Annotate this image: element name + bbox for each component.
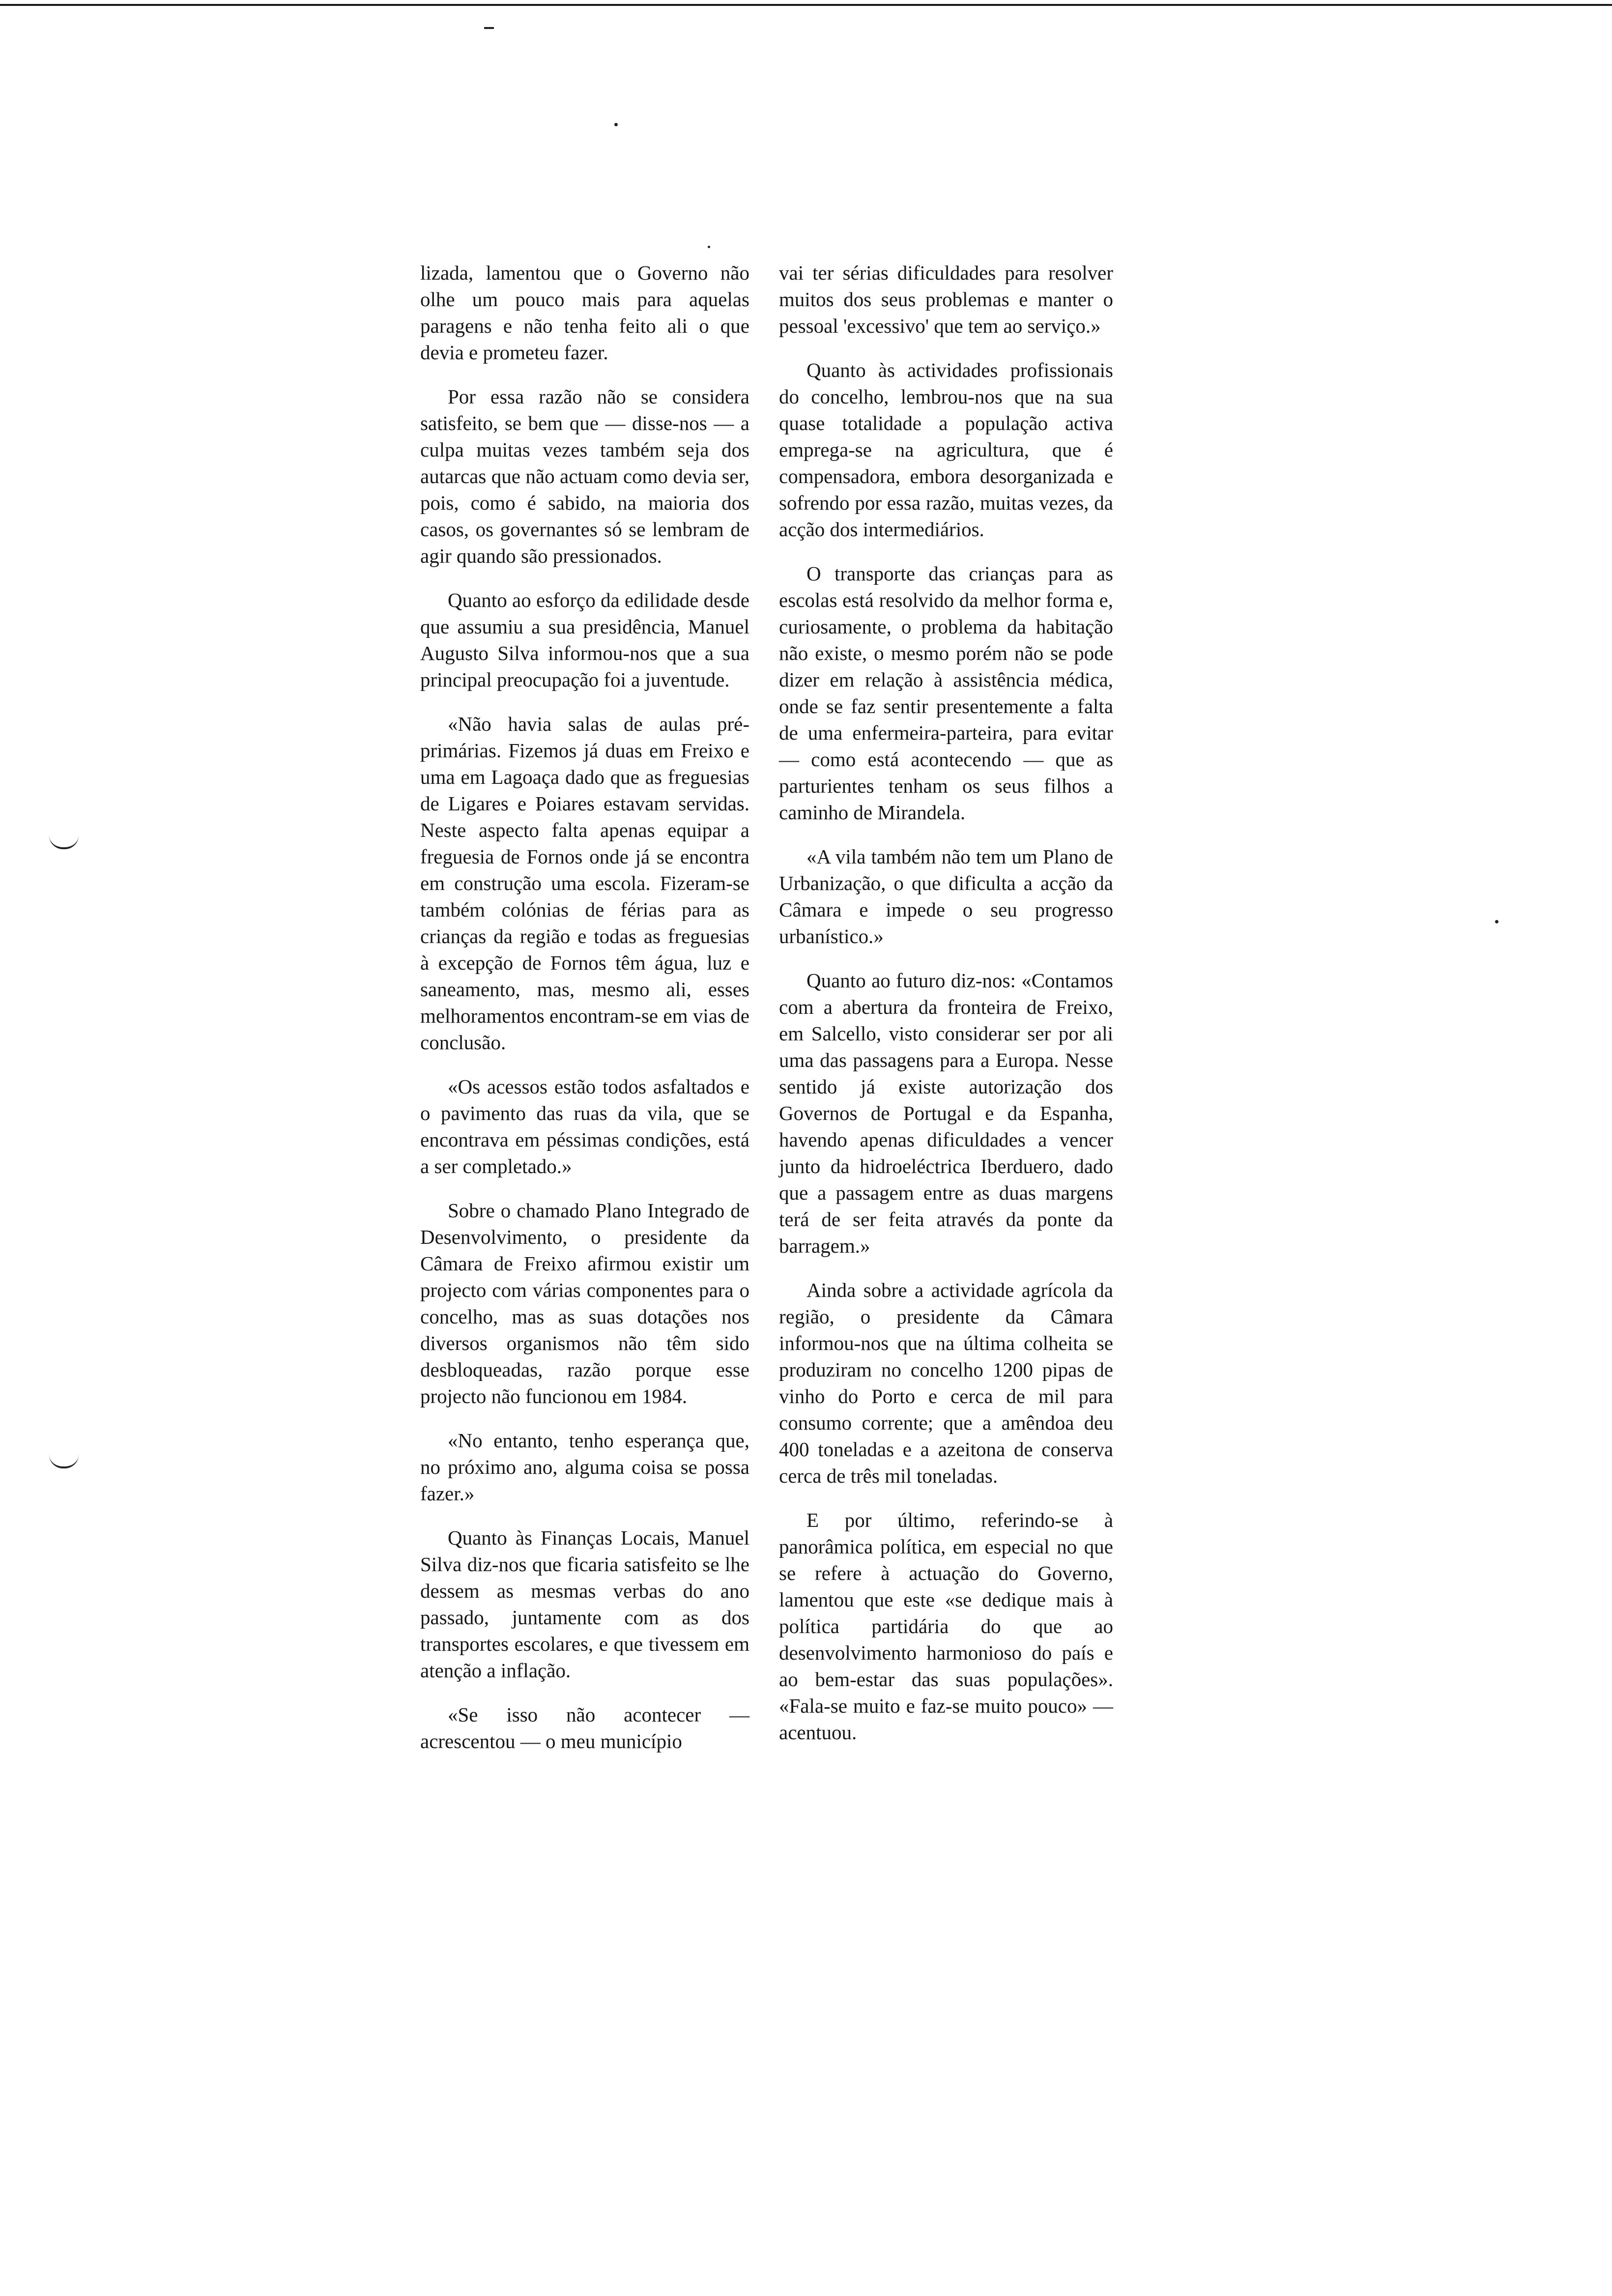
scan-speck [708, 246, 710, 248]
paragraph: Ainda sobre a actividade agrícola da região, o presidente da Câmara informou-nos que na última colheita se produziram no concelho 1200 pipas de vinho do Porto e cerca de mil para consumo corrente; que a amêndoa deu 400 toneladas e a azeitona de conserva cerca de três mil toneladas. [779, 1279, 1113, 1487]
article-column-left [420, 259, 749, 1772]
article-column-right [779, 259, 1113, 1763]
paragraph: Quanto às actividades profissionais do concelho, lembrou-nos que na sua quase totalidade a população activa emprega-se na agricultura, que é compensadora, embora desorganizada e sofrendo por essa razão, muitas vezes, da acção dos intermediários. [779, 359, 1113, 541]
paragraph: «A vila também não tem um Plano de Urbanização, o que dificulta a acção da Câmara e impede o seu progresso urbanístico.» [779, 845, 1113, 947]
paragraph: «Não havia salas de aulas pré-primárias. Fizemos já duas em Freixo e uma em Lagoaça dado que as freguesias de Ligares e Poiares estavam servidas. Neste aspecto falta apenas equipar a freguesia de Fornos onde já se encontra em construção uma escola. Fizeram-se também colónias de férias para as crianças da região e todas as freguesias à excepção de Fornos têm água, luz e saneamento, mas, mesmo ali, esses melhoramentos encontram-se em vias de conclusão. [420, 713, 749, 1054]
paragraph: «No entanto, tenho esperança que, no próximo ano, alguma coisa se possa fazer.» [420, 1429, 749, 1505]
paragraph: Quanto às Finanças Locais, Manuel Silva diz-nos que ficaria satisfeito se lhe dessem as mesmas verbas do ano passado, juntamente com as dos transportes escolares, e que tivessem em atenção a inflação. [420, 1526, 749, 1682]
paragraph: E por último, referindo-se à panorâmica política, em especial no que se refere à actuação do Governo, lamentou que este «se dedique mais à política partidária do que ao desenvolvimento harmonioso do país e ao bem-estar das suas populações». «Fala-se muito e faz-se muito pouco» — acentuou. [779, 1509, 1113, 1744]
paragraph: Por essa razão não se considera satisfeito, se bem que — disse-nos — a culpa muitas vezes também seja dos autarcas que não actuam como devia ser, pois, como é sabido, na maioria dos casos, os governantes só se lembram de agir quando são pressionados. [420, 385, 749, 567]
scan-mark [484, 27, 494, 29]
paragraph: Quanto ao esforço da edilidade desde que assumiu a sua presidência, Manuel Augusto Silva informou-nos que a sua principal preocupação foi a juventude. [420, 589, 749, 691]
paragraph: lizada, lamentou que o Governo não olhe um pouco mais para aquelas paragens e não tenha feito ali o que devia e prometeu fazer. [420, 261, 749, 364]
scan-speck [1495, 920, 1498, 923]
binder-hole-mark [49, 1455, 79, 1468]
scan-speck [614, 123, 618, 126]
paragraph: Sobre o chamado Plano Integrado de Desenvolvimento, o presidente da Câmara de Freixo afirmou existir um projecto com várias componentes para o concelho, mas as suas dotações nos diversos organismos não têm sido desbloqueadas, razão porque esse projecto não funcionou em 1984. [420, 1199, 749, 1407]
paragraph: «Os acessos estão todos asfaltados e o pavimento das ruas da vila, que se encontrava em péssimas condições, está a ser completado.» [420, 1075, 749, 1177]
paragraph: vai ter sérias dificuldades para resolver muitos dos seus problemas e manter o pessoal 'excessivo' que tem ao serviço.» [779, 261, 1113, 337]
paragraph: Quanto ao futuro diz-nos: «Contamos com a abertura da fronteira de Freixo, em Salcello, visto considerar ser por ali uma das passagens para a Europa. Nesse sentido já existe autorização dos Governos de Portugal e da Espanha, havendo apenas dificuldades a vencer junto da hidroeléctrica Iberduero, dado que a passagem entre as duas margens terá de ser feita através da ponte da barragem.» [779, 969, 1113, 1257]
scan-top-border [0, 4, 1612, 6]
paragraph: «Se isso não acontecer — acrescentou — o meu município [420, 1703, 749, 1752]
paragraph: O transporte das crianças para as escolas está resolvido da melhor forma e, curiosamente, o problema da habitação não existe, o mesmo porém não se pode dizer em relação à assistência médica, onde se faz sentir presentemente a falta de uma enfermeira-parteira, para evitar — como está acontecendo — que as parturientes tenham os seus filhos a caminho de Mirandela. [779, 562, 1113, 824]
binder-hole-mark [49, 835, 79, 849]
